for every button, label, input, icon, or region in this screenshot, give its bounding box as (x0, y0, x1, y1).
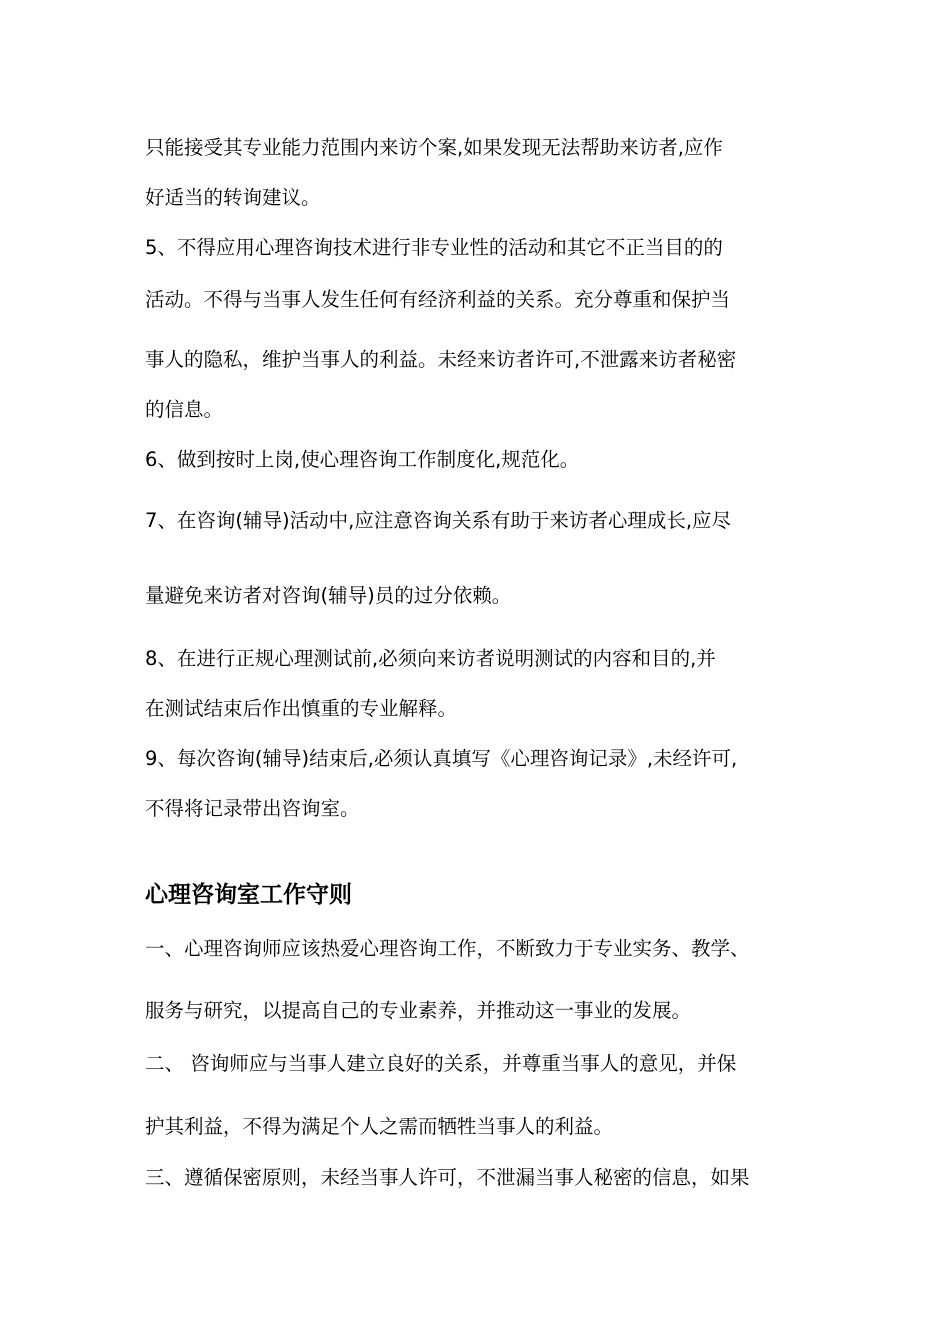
text-line: 活动。不得与当事人发生任何有经济利益的关系。充分尊重和保护当 (145, 288, 731, 311)
text-line: 服务与研究，以提高自己的专业素养，并推动这一事业的发展。 (145, 999, 692, 1022)
text-line: 护其利益，不得为满足个人之需而牺牲当事人的利益。 (145, 1115, 614, 1138)
text-line: 事人的隐私，维护当事人的利益。未经来访者许可,不泄露来访者秘密 (145, 348, 737, 371)
code-item-2: 二、 咨询师应与当事人建立良好的关系，并尊重当事人的意见，并保 (145, 1052, 737, 1075)
section-heading: 心理咨询室工作守则 (145, 882, 352, 908)
text-line: 量避免来访者对咨询(辅导)员的过分依赖。 (145, 584, 512, 607)
text-line: 不得将记录带出咨询室。 (145, 797, 360, 820)
text-line: 只能接受其专业能力范围内来访个案,如果发现无法帮助来访者,应作 (145, 136, 723, 159)
rule-item-6: 6、做到按时上岗,使心理咨询工作制度化,规范化。 (145, 448, 580, 471)
code-item-1: 一、心理咨询师应该热爱心理咨询工作，不断致力于专业实务、教学、 (145, 937, 750, 960)
rule-item-7: 7、在咨询(辅导)活动中,应注意咨询关系有助于来访者心理成长,应尽 (145, 509, 732, 532)
code-item-3: 三、遵循保密原则，未经当事人许可，不泄漏当事人秘密的信息，如果 (145, 1166, 750, 1189)
text-line: 好适当的转询建议。 (145, 186, 321, 209)
rule-item-9: 9、每次咨询(辅导)结束后,必须认真填写《心理咨询记录》,未经许可, (145, 747, 738, 770)
text-line: 在测试结束后作出慎重的专业解释。 (145, 697, 458, 720)
rule-item-5: 5、不得应用心理咨询技术进行非专业性的活动和其它不正当目的的 (145, 236, 723, 259)
text-line: 的信息。 (145, 398, 224, 421)
rule-item-8: 8、在进行正规心理测试前,必须向来访者说明测试的内容和目的,并 (145, 647, 716, 670)
